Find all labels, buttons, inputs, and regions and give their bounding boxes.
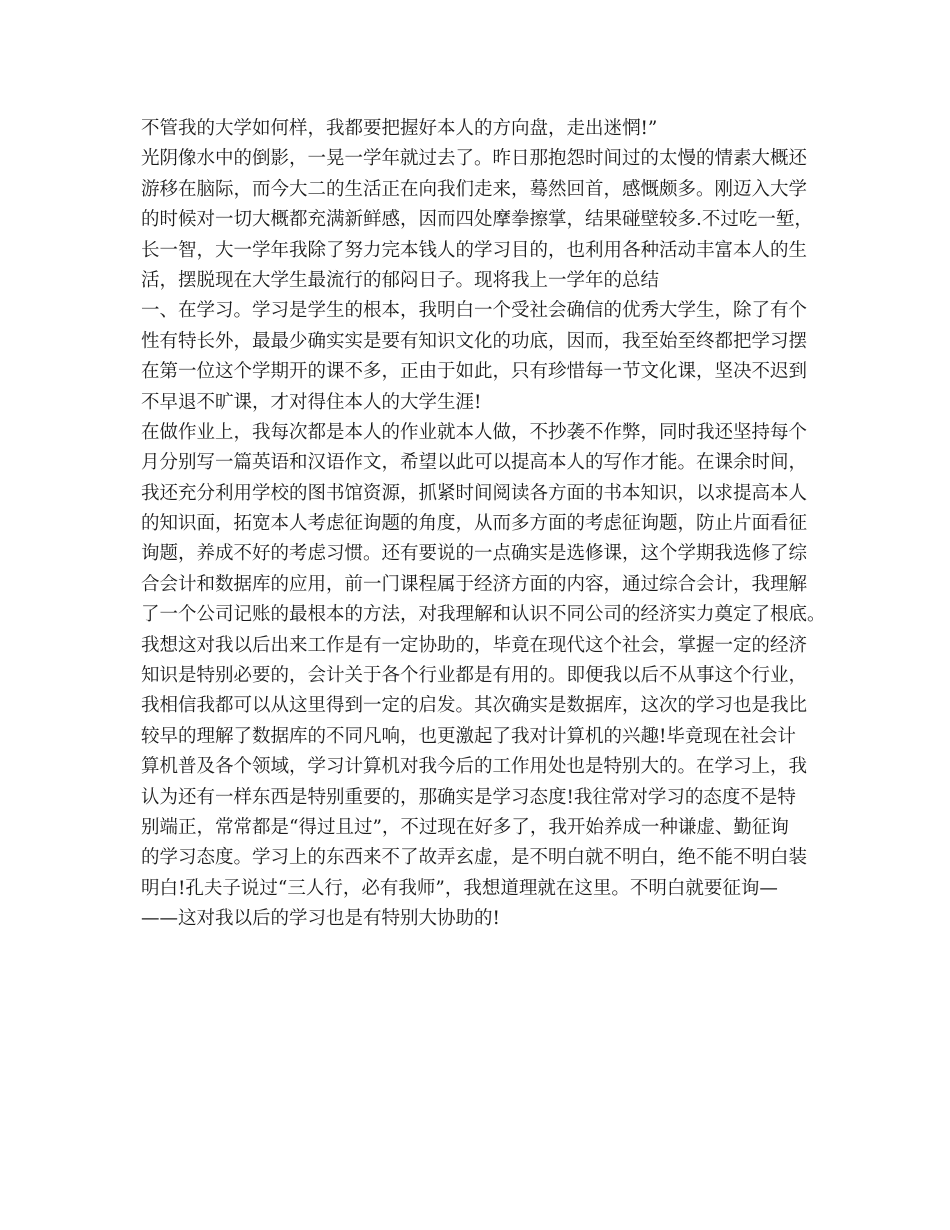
text-line: 性有特长外，最最少确实实是要有知识文化的功底，因而，我至始至终都把学习摆: [141, 330, 808, 352]
text-line: 询题，养成不好的考虑习惯。还有要说的一点确实是选修课，这个学期我选修了综: [141, 543, 808, 565]
text-line: 不早退不旷课，才对得住本人的大学生涯!: [141, 391, 482, 413]
text-line: 的学习态度。学习上的东西来不了故弄玄虚，是不明白就不明白，绝不能不明白装: [141, 847, 808, 869]
text-line: 活，摆脱现在大学生最流行的郁闷日子。现将我上一学年的总结: [141, 269, 660, 291]
text-line: 我想这对我以后出来工作是有一定协助的，毕竟在现代这个社会，掌握一定的经济: [141, 634, 808, 656]
text-line: 明白!孔夫子说过“三人行，必有我师”，我想道理就在这里。不明白就要征询—: [141, 877, 778, 899]
text-line: 在第一位这个学期开的课不多，正由于如此，只有珍惜每一节文化课，坚决不迟到: [141, 361, 808, 383]
text-line: 的时候对一切大概都充满新鲜感，因而四处摩拳擦掌，结果碰壁较多.不过吃一堑，: [141, 209, 813, 231]
text-line: 合会计和数据库的应用，前一门课程属于经济方面的内容，通过综合会计，我理解: [141, 573, 808, 595]
text-line: ——这对我以后的学习也是有特别大协助的!: [141, 908, 500, 930]
text-line: 不管我的大学如何样，我都要把握好本人的方向盘，走出迷惘!”: [141, 118, 658, 139]
text-line: 别端正，常常都是“得过且过”，不过现在好多了，我开始养成一种谦虚、勤征询: [141, 816, 789, 838]
text-line: 在做作业上，我每次都是本人的作业就本人做，不抄袭不作弊，同时我还坚持每个: [141, 421, 808, 443]
text-line: 认为还有一样东西是特别重要的，那确实是学习态度!我往常对学习的态度不是特: [141, 786, 796, 808]
text-line: 游移在脑际，而今大二的生活正在向我们走来，蓦然回首，感慨颇多。刚迈入大学: [141, 178, 808, 200]
text-line: 知识是特别必要的，会计关于各个行业都是有用的。即便我以后不从事这个行业，: [141, 665, 808, 687]
text-line: 了一个公司记账的最根本的方法，对我理解和认识不同公司的经济实力奠定了根底。: [141, 604, 826, 626]
text-line: 光阴像水中的倒影，一晃一学年就过去了。昨日那抱怨时间过的太慢的情素大概还: [141, 148, 808, 170]
text-line: 算机普及各个领域，学习计算机对我今后的工作用处也是特别大的。在学习上，我: [141, 756, 808, 778]
text-line: 长一智，大一学年我除了努力完本钱人的学习目的，也利用各种活动丰富本人的生: [141, 239, 808, 261]
text-line: 月分别写一篇英语和汉语作文，希望以此可以提高本人的写作才能。在课余时间，: [141, 452, 808, 474]
text-line: 较早的理解了数据库的不同凡响，也更激起了我对计算机的兴趣!毕竟现在社会计: [141, 725, 796, 747]
text-line: 的知识面，拓宽本人考虑征询题的角度，从而多方面的考虑征询题，防止片面看征: [141, 513, 808, 535]
text-line: 一、在学习。学习是学生的根本，我明白一个受社会确信的优秀大学生，除了有个: [141, 300, 808, 322]
body-text: [141, 114, 841, 935]
text-line: 我还充分利用学校的图书馆资源，抓紧时间阅读各方面的书本知识，以求提高本人: [141, 482, 808, 504]
text-line: 我相信我都可以从这里得到一定的启发。其次确实是数据库，这次的学习也是我比: [141, 695, 808, 717]
